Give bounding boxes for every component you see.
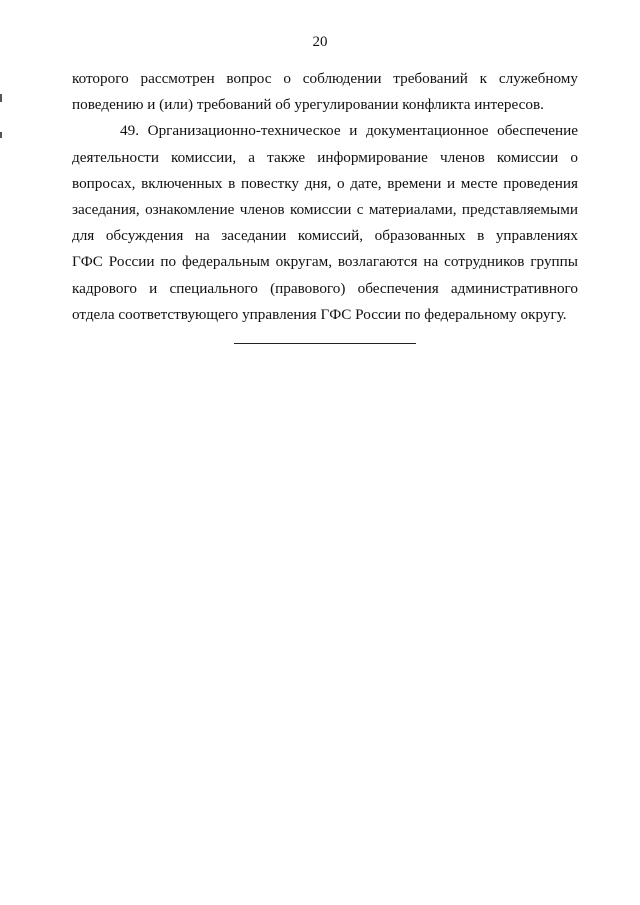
paragraph-continuation (72, 66, 578, 118)
text-line: кадрового и специального (правового) обеспечения административного (72, 279, 578, 297)
text-line: вопросах, включенных в повестку дня, о дате, времени и месте проведения (72, 174, 578, 192)
scan-edge-mark (0, 132, 2, 138)
page-number: 20 (312, 34, 328, 50)
text-line: отдела соответствующего управления ГФС России по федеральному округу. (72, 305, 567, 323)
scan-edge-mark (0, 94, 2, 102)
end-separator-line (234, 343, 416, 344)
text-line: поведению и (или) требований об урегулировании конфликта интересов. (72, 96, 544, 114)
text-line: заседания, ознакомление членов комиссии с материалами, представляемыми (72, 201, 578, 219)
text-line: ГФС России по федеральным округам, возлагаются на сотрудников группы (72, 253, 578, 271)
text-line: деятельности комиссии, а также информирование членов комиссии о (72, 148, 578, 166)
text-line: 49. Организационно-техническое и документационное обеспечение (120, 122, 578, 140)
paragraph-item-49 (72, 118, 578, 328)
body-text (72, 66, 578, 328)
text-line: для обсуждения на заседании комиссий, образованных в управлениях (72, 227, 578, 245)
text-line: которого рассмотрен вопрос о соблюдении требований к служебному (72, 70, 578, 87)
